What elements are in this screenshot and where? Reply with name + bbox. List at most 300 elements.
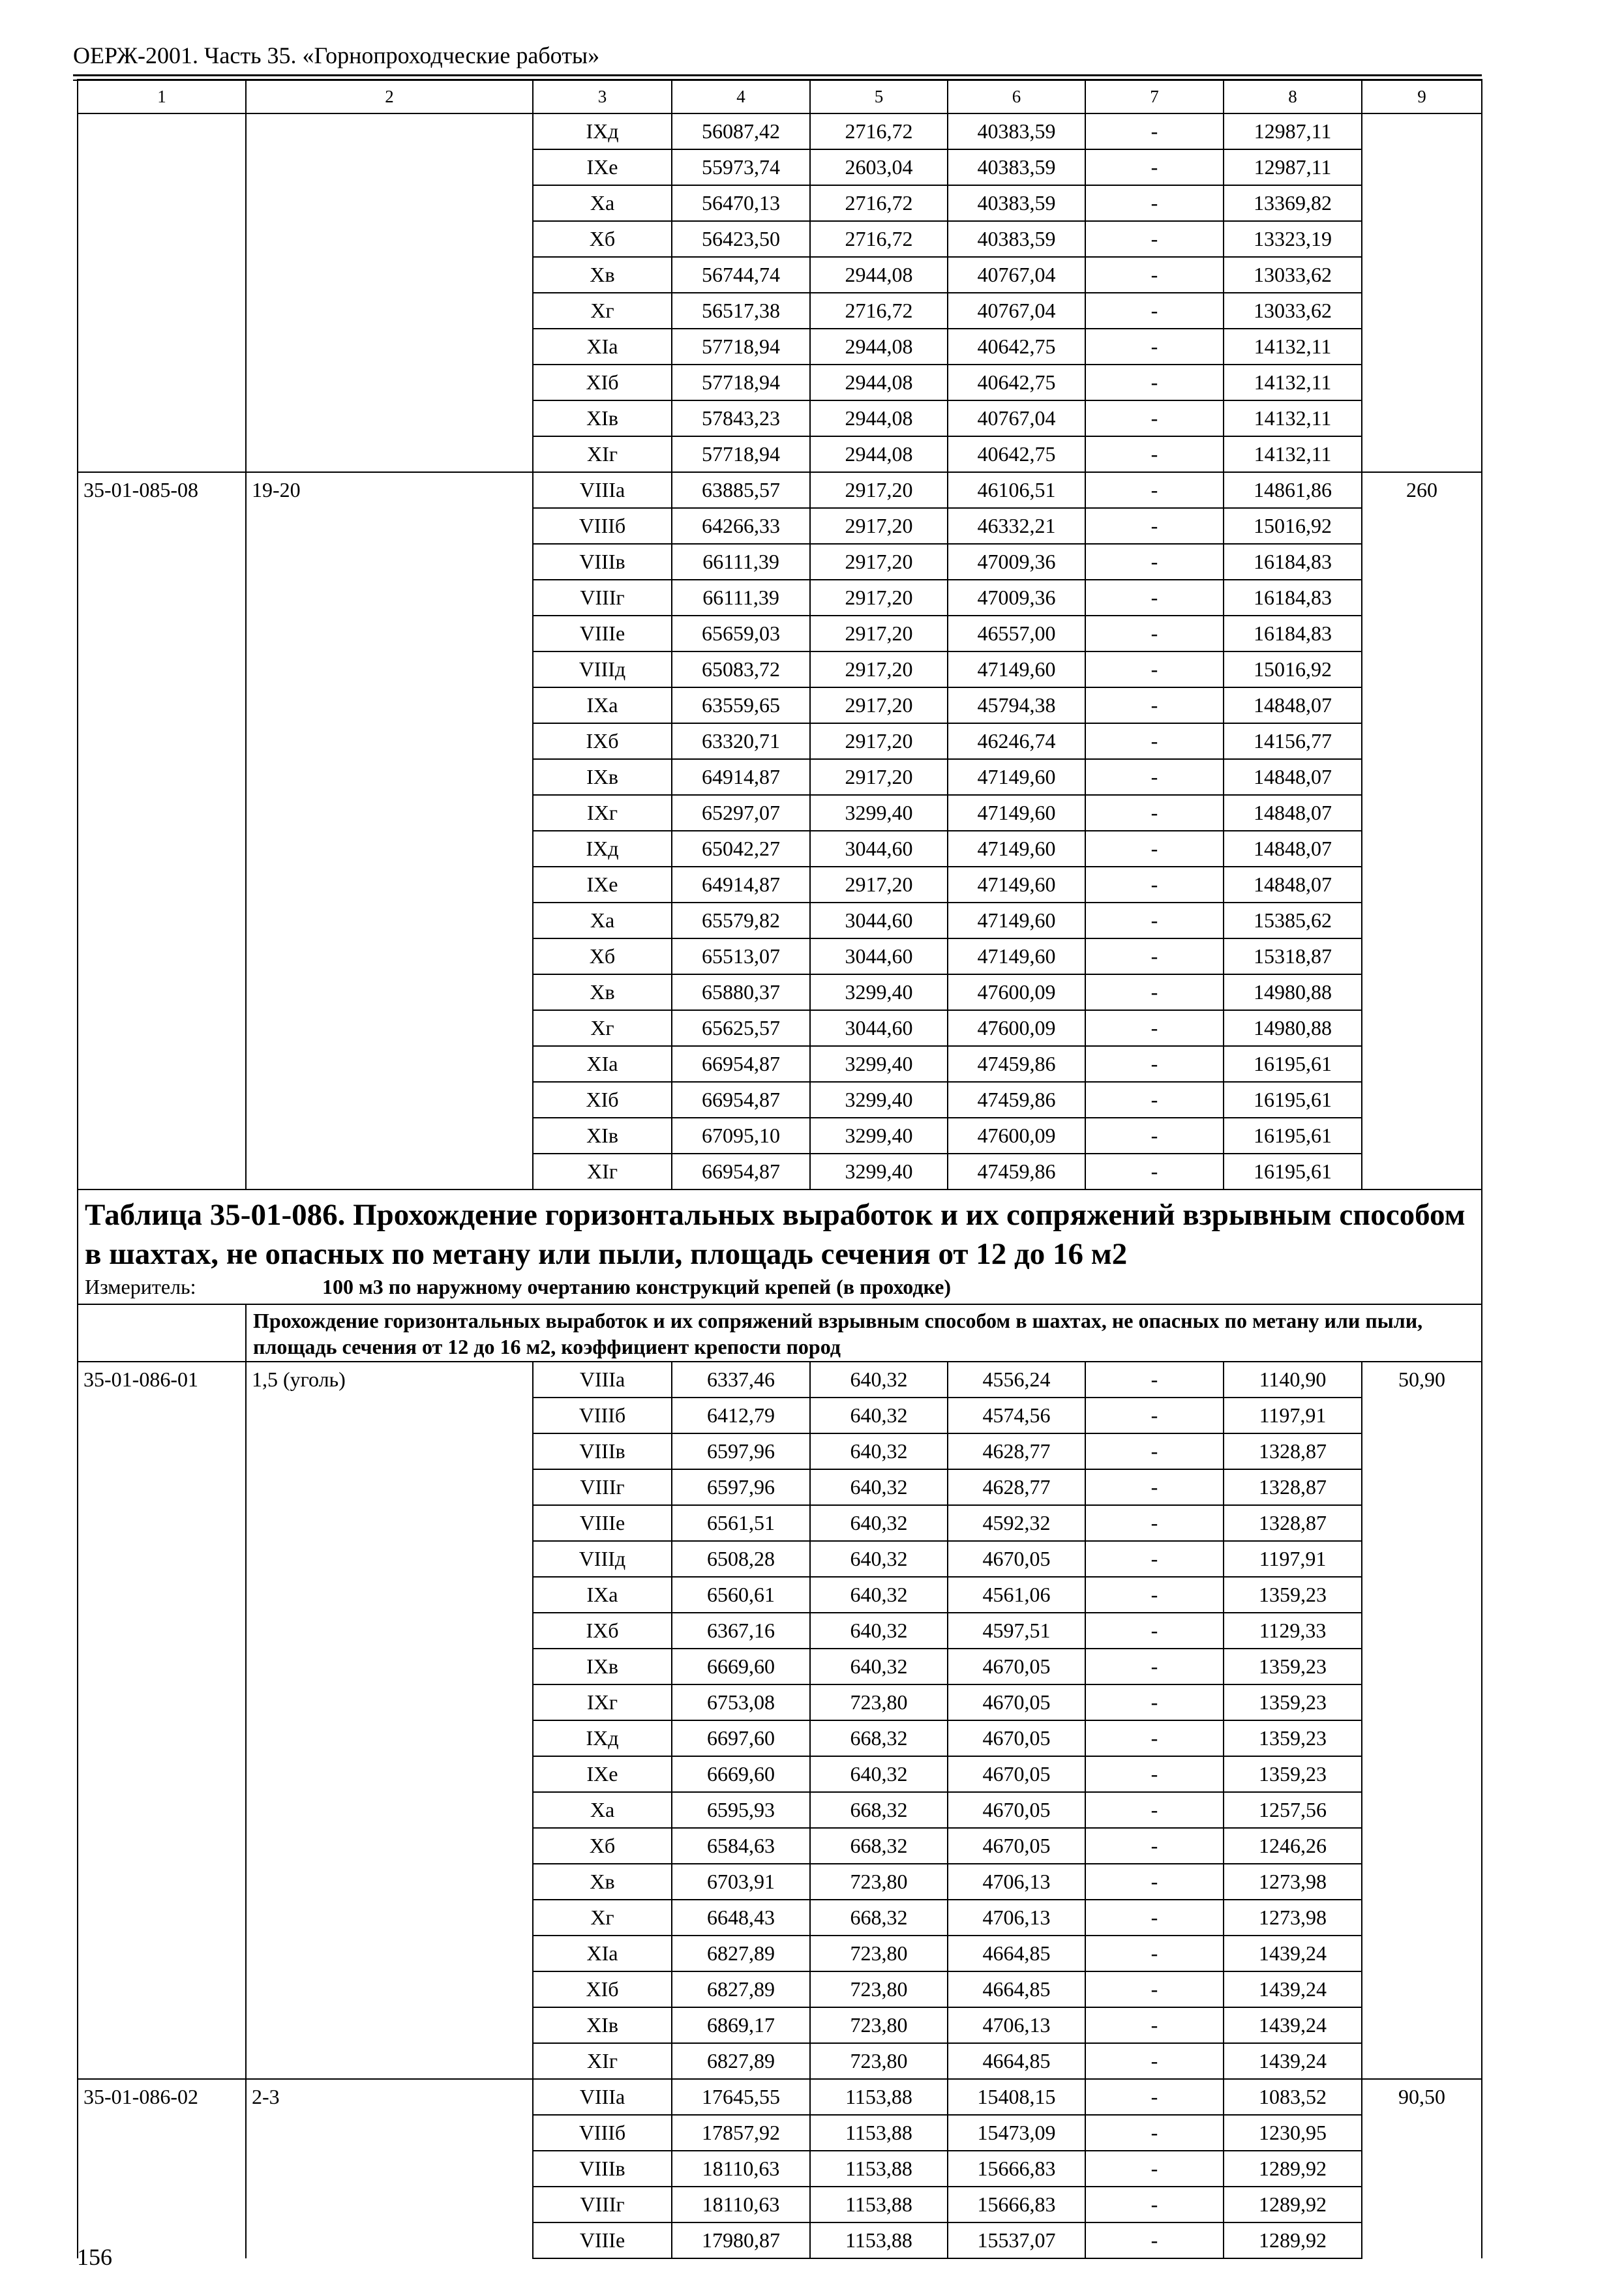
type-cell: VIIIв <box>533 2151 672 2187</box>
direct-cost-cell: 17857,92 <box>672 2115 810 2151</box>
materials-cell: - <box>1085 365 1224 400</box>
materials-cell: - <box>1085 1684 1224 1720</box>
materials-cell: - <box>1085 938 1224 974</box>
rate-code-cell <box>78 1433 246 1469</box>
labor-hours-cell <box>1362 2115 1482 2151</box>
table-row <box>78 1398 1482 1433</box>
materials-cell: - <box>1085 185 1224 221</box>
type-cell: Xб <box>533 221 672 257</box>
rate-code-cell <box>78 1900 246 1936</box>
direct-cost-cell: 6648,43 <box>672 1900 810 1936</box>
rate-code-cell <box>78 1864 246 1900</box>
machine-cost-cell: 46332,21 <box>948 508 1085 544</box>
machine-cost-cell: 47149,60 <box>948 938 1085 974</box>
materials-cell: - <box>1085 759 1224 795</box>
machine-cost-cell: 47149,60 <box>948 795 1085 831</box>
misc-cost-cell: 13369,82 <box>1224 185 1362 221</box>
labor-cost-cell: 3299,40 <box>810 1082 948 1118</box>
labor-hours-cell <box>1362 580 1482 616</box>
table-row <box>78 974 1482 1010</box>
rate-code-cell <box>78 651 246 687</box>
direct-cost-cell: 65625,57 <box>672 1010 810 1046</box>
materials-cell: - <box>1085 2115 1224 2151</box>
rate-code-cell <box>78 1046 246 1082</box>
materials-cell: - <box>1085 2151 1224 2187</box>
parameter-cell <box>246 1649 533 1684</box>
labor-hours-cell <box>1362 1792 1482 1828</box>
labor-cost-cell: 2917,20 <box>810 867 948 903</box>
type-cell: XIг <box>533 1154 672 1189</box>
table-row <box>78 687 1482 723</box>
labor-hours-cell <box>1362 1469 1482 1505</box>
table-row <box>78 723 1482 759</box>
materials-cell: - <box>1085 329 1224 365</box>
labor-cost-cell: 2603,04 <box>810 149 948 185</box>
labor-cost-cell: 723,80 <box>810 1864 948 1900</box>
machine-cost-cell: 47149,60 <box>948 831 1085 867</box>
parameter-cell <box>246 687 533 723</box>
type-cell: VIIIе <box>533 616 672 651</box>
labor-hours-cell <box>1362 508 1482 544</box>
rate-code-cell <box>78 2043 246 2079</box>
direct-cost-cell: 6412,79 <box>672 1398 810 1433</box>
labor-hours-cell <box>1362 1398 1482 1433</box>
rate-code-cell <box>78 1541 246 1577</box>
materials-cell: - <box>1085 1936 1224 1971</box>
table-row <box>78 1010 1482 1046</box>
machine-cost-cell: 4706,13 <box>948 2007 1085 2043</box>
misc-cost-cell: 1328,87 <box>1224 1505 1362 1541</box>
direct-cost-cell: 56087,42 <box>672 113 810 149</box>
direct-cost-cell: 56744,74 <box>672 257 810 293</box>
labor-hours-cell <box>1362 2043 1482 2079</box>
materials-cell: - <box>1085 831 1224 867</box>
direct-cost-cell: 65880,37 <box>672 974 810 1010</box>
labor-cost-cell: 3044,60 <box>810 1010 948 1046</box>
misc-cost-cell: 16195,61 <box>1224 1082 1362 1118</box>
labor-cost-cell: 3044,60 <box>810 903 948 938</box>
parameter-cell <box>246 1082 533 1118</box>
materials-cell: - <box>1085 472 1224 508</box>
labor-hours-cell <box>1362 1433 1482 1469</box>
direct-cost-cell: 56470,13 <box>672 185 810 221</box>
type-cell: VIIIд <box>533 651 672 687</box>
table-row <box>78 329 1482 365</box>
misc-cost-cell: 14848,07 <box>1224 867 1362 903</box>
table-row <box>78 1362 1482 1398</box>
materials-cell: - <box>1085 293 1224 329</box>
materials-cell: - <box>1085 1828 1224 1864</box>
rate-code-cell <box>78 2187 246 2222</box>
labor-hours-cell <box>1362 544 1482 580</box>
labor-cost-cell: 2917,20 <box>810 651 948 687</box>
rate-code-cell <box>78 365 246 400</box>
misc-cost-cell: 14132,11 <box>1224 365 1362 400</box>
type-cell: IXд <box>533 831 672 867</box>
materials-cell: - <box>1085 544 1224 580</box>
column-number: 6 <box>948 80 1085 113</box>
labor-cost-cell: 1153,88 <box>810 2079 948 2115</box>
type-cell: VIIIг <box>533 1469 672 1505</box>
rate-code-cell <box>78 1613 246 1649</box>
misc-cost-cell: 16184,83 <box>1224 616 1362 651</box>
direct-cost-cell: 17645,55 <box>672 2079 810 2115</box>
table-row <box>78 580 1482 616</box>
rate-code-cell <box>78 329 246 365</box>
parameter-cell <box>246 1010 533 1046</box>
labor-cost-cell: 2944,08 <box>810 436 948 472</box>
labor-cost-cell: 2944,08 <box>810 365 948 400</box>
parameter-cell: 19-20 <box>246 472 533 508</box>
table-row <box>78 1684 1482 1720</box>
table-row <box>78 472 1482 508</box>
labor-hours-cell <box>1362 1082 1482 1118</box>
labor-cost-cell: 723,80 <box>810 1684 948 1720</box>
misc-cost-cell: 1439,24 <box>1224 2007 1362 2043</box>
table-row <box>78 938 1482 974</box>
direct-cost-cell: 65579,82 <box>672 903 810 938</box>
rate-code-cell <box>78 221 246 257</box>
type-cell: IXа <box>533 1577 672 1613</box>
type-cell: VIIIе <box>533 2222 672 2258</box>
rate-code-cell <box>78 795 246 831</box>
labor-hours-cell <box>1362 974 1482 1010</box>
misc-cost-cell: 12987,11 <box>1224 149 1362 185</box>
labor-cost-cell: 2917,20 <box>810 723 948 759</box>
column-number: 1 <box>78 80 246 113</box>
materials-cell: - <box>1085 795 1224 831</box>
labor-hours-cell <box>1362 903 1482 938</box>
misc-cost-cell: 16195,61 <box>1224 1046 1362 1082</box>
materials-cell: - <box>1085 2079 1224 2115</box>
type-cell: IXв <box>533 759 672 795</box>
parameter-cell <box>246 580 533 616</box>
type-cell: IXе <box>533 1756 672 1792</box>
misc-cost-cell: 16184,83 <box>1224 580 1362 616</box>
labor-hours-cell <box>1362 1936 1482 1971</box>
direct-cost-cell: 6561,51 <box>672 1505 810 1541</box>
materials-cell: - <box>1085 1010 1224 1046</box>
materials-cell: - <box>1085 2007 1224 2043</box>
meter-cell <box>78 1274 1482 1304</box>
labor-cost-cell: 2716,72 <box>810 185 948 221</box>
direct-cost-cell: 63885,57 <box>672 472 810 508</box>
rate-code-cell <box>78 580 246 616</box>
table-row <box>78 257 1482 293</box>
materials-cell: - <box>1085 1541 1224 1577</box>
direct-cost-cell: 63320,71 <box>672 723 810 759</box>
labor-cost-cell: 723,80 <box>810 1971 948 2007</box>
parameter-cell <box>246 365 533 400</box>
direct-cost-cell: 6827,89 <box>672 1936 810 1971</box>
misc-cost-cell: 1328,87 <box>1224 1469 1362 1505</box>
machine-cost-cell: 4670,05 <box>948 1720 1085 1756</box>
parameter-cell <box>246 1469 533 1505</box>
type-cell: XIв <box>533 400 672 436</box>
type-cell: Xв <box>533 257 672 293</box>
rate-code-cell <box>78 113 246 149</box>
direct-cost-cell: 6869,17 <box>672 2007 810 2043</box>
labor-cost-cell: 640,32 <box>810 1362 948 1398</box>
labor-hours-cell <box>1362 1154 1482 1189</box>
materials-cell: - <box>1085 1613 1224 1649</box>
labor-hours-cell <box>1362 1684 1482 1720</box>
labor-hours-cell <box>1362 723 1482 759</box>
type-cell: IXб <box>533 1613 672 1649</box>
labor-cost-cell: 640,32 <box>810 1613 948 1649</box>
direct-cost-cell: 64266,33 <box>672 508 810 544</box>
parameter-cell <box>246 1720 533 1756</box>
misc-cost-cell: 1439,24 <box>1224 1936 1362 1971</box>
direct-cost-cell: 6827,89 <box>672 2043 810 2079</box>
machine-cost-cell: 47600,09 <box>948 1118 1085 1154</box>
labor-hours-cell <box>1362 759 1482 795</box>
machine-cost-cell: 40383,59 <box>948 149 1085 185</box>
parameter-cell <box>246 1154 533 1189</box>
type-cell: Xа <box>533 1792 672 1828</box>
rate-code-cell <box>78 293 246 329</box>
direct-cost-cell: 66111,39 <box>672 544 810 580</box>
rate-code-cell <box>78 1118 246 1154</box>
parameter-cell <box>246 221 533 257</box>
page-number: 156 <box>77 2244 112 2270</box>
table-row <box>78 1505 1482 1541</box>
rate-code-cell <box>78 1082 246 1118</box>
labor-cost-cell: 723,80 <box>810 1936 948 1971</box>
rate-code-cell <box>78 1154 246 1189</box>
materials-cell: - <box>1085 1362 1224 1398</box>
direct-cost-cell: 57718,94 <box>672 365 810 400</box>
materials-cell: - <box>1085 1792 1224 1828</box>
type-cell: IXа <box>533 687 672 723</box>
labor-hours-cell <box>1362 651 1482 687</box>
column-number-row <box>78 80 1482 113</box>
labor-cost-cell: 3299,40 <box>810 795 948 831</box>
machine-cost-cell: 47149,60 <box>948 867 1085 903</box>
type-cell: Xг <box>533 1900 672 1936</box>
parameter-cell <box>246 293 533 329</box>
type-cell: Xг <box>533 293 672 329</box>
misc-cost-cell: 15016,92 <box>1224 651 1362 687</box>
table-row <box>78 2079 1482 2115</box>
labor-hours-cell <box>1362 2007 1482 2043</box>
labor-hours-cell <box>1362 2187 1482 2222</box>
labor-hours-cell <box>1362 1010 1482 1046</box>
table-row <box>78 1971 1482 2007</box>
machine-cost-cell: 15408,15 <box>948 2079 1085 2115</box>
labor-hours-cell <box>1362 1118 1482 1154</box>
rate-code-cell <box>78 544 246 580</box>
direct-cost-cell: 6508,28 <box>672 1541 810 1577</box>
materials-cell: - <box>1085 974 1224 1010</box>
misc-cost-cell: 14980,88 <box>1224 1010 1362 1046</box>
description-spacer <box>78 1304 246 1362</box>
labor-hours-cell <box>1362 1756 1482 1792</box>
rate-code-cell <box>78 867 246 903</box>
table-row <box>78 1613 1482 1649</box>
materials-cell: - <box>1085 221 1224 257</box>
table-row <box>78 400 1482 436</box>
parameter-cell <box>246 1046 533 1082</box>
parameter-cell <box>246 149 533 185</box>
labor-cost-cell: 640,32 <box>810 1398 948 1433</box>
parameter-cell <box>246 508 533 544</box>
rate-code-cell <box>78 2151 246 2187</box>
misc-cost-cell: 1328,87 <box>1224 1433 1362 1469</box>
misc-cost-cell: 1359,23 <box>1224 1756 1362 1792</box>
direct-cost-cell: 55973,74 <box>672 149 810 185</box>
materials-cell: - <box>1085 723 1224 759</box>
page-header <box>73 40 1482 81</box>
labor-hours-cell <box>1362 257 1482 293</box>
direct-cost-cell: 64914,87 <box>672 759 810 795</box>
parameter-cell <box>246 185 533 221</box>
table-row <box>78 113 1482 149</box>
misc-cost-cell: 13033,62 <box>1224 293 1362 329</box>
labor-cost-cell: 640,32 <box>810 1469 948 1505</box>
labor-hours-cell: 90,50 <box>1362 2079 1482 2115</box>
direct-cost-cell: 6597,96 <box>672 1469 810 1505</box>
machine-cost-cell: 40767,04 <box>948 293 1085 329</box>
rate-code-cell <box>78 1577 246 1613</box>
parameter-cell <box>246 329 533 365</box>
machine-cost-cell: 47459,86 <box>948 1046 1085 1082</box>
direct-cost-cell: 64914,87 <box>672 867 810 903</box>
description-row <box>78 1304 1482 1362</box>
parameter-cell <box>246 1541 533 1577</box>
machine-cost-cell: 4628,77 <box>948 1469 1085 1505</box>
table-row <box>78 1936 1482 1971</box>
direct-cost-cell: 6595,93 <box>672 1792 810 1828</box>
table-row <box>78 436 1482 472</box>
type-cell: VIIIг <box>533 580 672 616</box>
rate-code-cell <box>78 759 246 795</box>
labor-hours-cell <box>1362 1046 1482 1082</box>
rate-code-cell <box>78 1398 246 1433</box>
machine-cost-cell: 15666,83 <box>948 2151 1085 2187</box>
labor-cost-cell: 723,80 <box>810 2007 948 2043</box>
type-cell: XIг <box>533 2043 672 2079</box>
misc-cost-cell: 16195,61 <box>1224 1154 1362 1189</box>
misc-cost-cell: 16184,83 <box>1224 544 1362 580</box>
rate-code-cell <box>78 149 246 185</box>
misc-cost-cell: 14156,77 <box>1224 723 1362 759</box>
direct-cost-cell: 66111,39 <box>672 580 810 616</box>
materials-cell: - <box>1085 1720 1224 1756</box>
machine-cost-cell: 15473,09 <box>948 2115 1085 2151</box>
machine-cost-cell: 4664,85 <box>948 1936 1085 1971</box>
parameter-cell <box>246 400 533 436</box>
labor-cost-cell: 1153,88 <box>810 2187 948 2222</box>
table-row <box>78 149 1482 185</box>
table-row <box>78 1828 1482 1864</box>
misc-cost-cell: 1359,23 <box>1224 1684 1362 1720</box>
misc-cost-cell: 1197,91 <box>1224 1541 1362 1577</box>
rate-code-cell <box>78 687 246 723</box>
labor-cost-cell: 2917,20 <box>810 580 948 616</box>
materials-cell: - <box>1085 2222 1224 2258</box>
type-cell: VIIIа <box>533 1362 672 1398</box>
misc-cost-cell: 1140,90 <box>1224 1362 1362 1398</box>
type-cell: IXе <box>533 149 672 185</box>
labor-hours-cell <box>1362 1649 1482 1684</box>
machine-cost-cell: 40642,75 <box>948 436 1085 472</box>
type-cell: VIIIе <box>533 1505 672 1541</box>
labor-cost-cell: 2917,20 <box>810 687 948 723</box>
labor-hours-cell <box>1362 293 1482 329</box>
table-row <box>78 2187 1482 2222</box>
machine-cost-cell: 46106,51 <box>948 472 1085 508</box>
labor-hours-cell <box>1362 1541 1482 1577</box>
machine-cost-cell: 4670,05 <box>948 1828 1085 1864</box>
labor-hours-cell <box>1362 1971 1482 2007</box>
misc-cost-cell: 14848,07 <box>1224 831 1362 867</box>
labor-hours-cell <box>1362 400 1482 436</box>
table-row <box>78 1792 1482 1828</box>
table-row <box>78 867 1482 903</box>
rate-code-cell: 35-01-086-02 <box>78 2079 246 2115</box>
labor-hours-cell <box>1362 436 1482 472</box>
table-row <box>78 221 1482 257</box>
table-row <box>78 508 1482 544</box>
type-cell: IXе <box>533 867 672 903</box>
parameter-cell <box>246 1613 533 1649</box>
direct-cost-cell: 18110,63 <box>672 2187 810 2222</box>
type-cell: XIв <box>533 1118 672 1154</box>
direct-cost-cell: 18110,63 <box>672 2151 810 2187</box>
labor-hours-cell <box>1362 831 1482 867</box>
parameter-cell <box>246 974 533 1010</box>
rate-code-cell <box>78 903 246 938</box>
table-description: Прохождение горизонтальных выработок и их сопряжений взрывным способом в шахтах, не опасных по метану или пыли, площадь сечения от 12 до 16 м2, коэффициент крепости пород <box>246 1304 1482 1362</box>
labor-cost-cell: 640,32 <box>810 1577 948 1613</box>
labor-cost-cell: 640,32 <box>810 1541 948 1577</box>
misc-cost-cell: 1230,95 <box>1224 2115 1362 2151</box>
rate-code-cell <box>78 185 246 221</box>
labor-cost-cell: 1153,88 <box>810 2222 948 2258</box>
direct-cost-cell: 6827,89 <box>672 1971 810 2007</box>
labor-cost-cell: 2944,08 <box>810 329 948 365</box>
materials-cell: - <box>1085 2043 1224 2079</box>
type-cell: VIIIв <box>533 1433 672 1469</box>
misc-cost-cell: 1246,26 <box>1224 1828 1362 1864</box>
machine-cost-cell: 4706,13 <box>948 1900 1085 1936</box>
direct-cost-cell: 66954,87 <box>672 1154 810 1189</box>
type-cell: VIIIб <box>533 508 672 544</box>
labor-hours-cell <box>1362 1505 1482 1541</box>
labor-cost-cell: 723,80 <box>810 2043 948 2079</box>
direct-cost-cell: 65042,27 <box>672 831 810 867</box>
rate-code-cell <box>78 616 246 651</box>
misc-cost-cell: 1273,98 <box>1224 1864 1362 1900</box>
materials-cell: - <box>1085 1649 1224 1684</box>
running-header: ОЕРЖ-2001. Часть 35. «Горнопроходческие работы» <box>73 42 600 68</box>
machine-cost-cell: 4556,24 <box>948 1362 1085 1398</box>
parameter-cell <box>246 616 533 651</box>
column-number: 4 <box>672 80 810 113</box>
table-row <box>78 795 1482 831</box>
misc-cost-cell: 1289,92 <box>1224 2151 1362 2187</box>
materials-cell: - <box>1085 903 1224 938</box>
column-number: 7 <box>1085 80 1224 113</box>
direct-cost-cell: 6697,60 <box>672 1720 810 1756</box>
misc-cost-cell: 1439,24 <box>1224 1971 1362 2007</box>
materials-cell: - <box>1085 1154 1224 1189</box>
type-cell: Xв <box>533 1864 672 1900</box>
table-row <box>78 1720 1482 1756</box>
rate-code-cell <box>78 1756 246 1792</box>
labor-cost-cell: 640,32 <box>810 1433 948 1469</box>
